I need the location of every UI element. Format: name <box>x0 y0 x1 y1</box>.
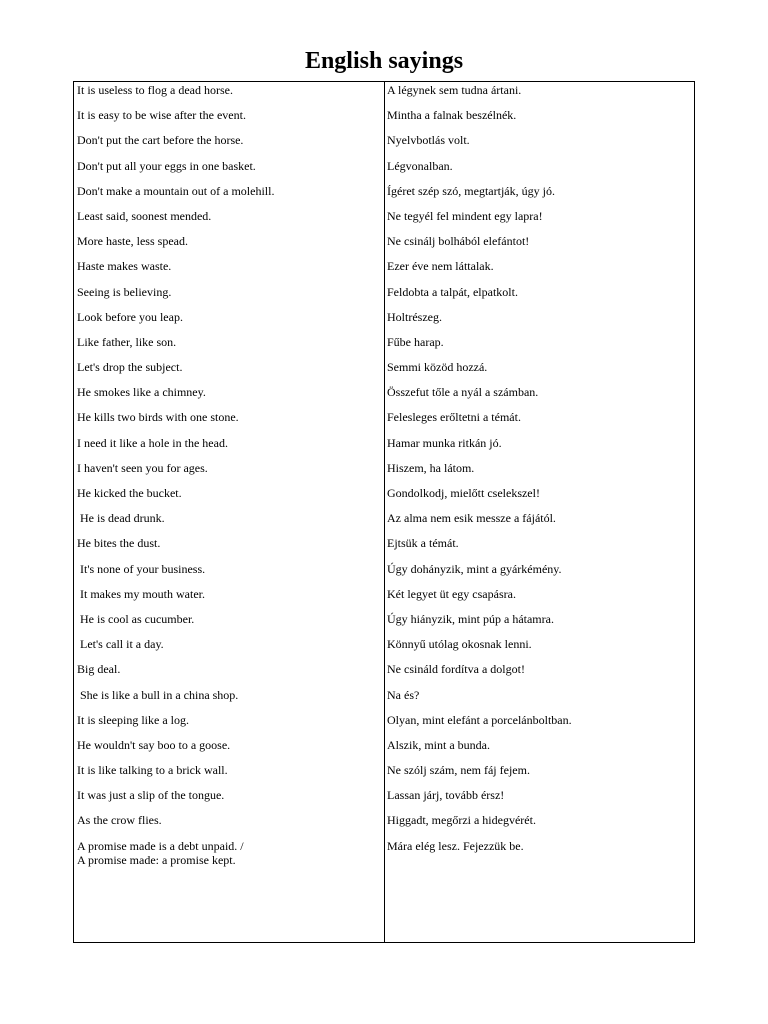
hungarian-saying: Mintha a falnak beszélnék. <box>387 108 517 123</box>
hungarian-saying: Könnyű utólag okosnak lenni. <box>387 637 532 652</box>
english-saying: It was just a slip of the tongue. <box>77 788 225 803</box>
hungarian-saying: Hiszem, ha látom. <box>387 460 475 475</box>
english-saying: Look before you leap. <box>77 309 183 324</box>
english-saying: He kills two birds with one stone. <box>77 410 239 425</box>
hungarian-saying: Ne tegyél fel mindent egy lapra! <box>387 208 543 223</box>
hungarian-saying: Olyan, mint elefánt a porcelánboltban. <box>387 712 572 727</box>
english-saying: It's none of your business. <box>77 561 206 576</box>
hungarian-saying: Holtrészeg. <box>387 309 442 324</box>
hungarian-saying: Ne csinálj bolhából elefántot! <box>387 234 530 249</box>
english-saying: Like father, like son. <box>77 334 177 349</box>
english-saying: Haste makes waste. <box>77 259 172 274</box>
english-saying: Seeing is believing. <box>77 284 172 299</box>
hungarian-saying: Ejtsük a témát. <box>387 536 459 551</box>
english-saying: He bites the dust. <box>77 536 161 551</box>
hungarian-saying: Mára elég lesz. Fejezzük be. <box>387 838 524 853</box>
english-saying: Don't make a mountain out of a molehill. <box>77 183 275 198</box>
english-saying: It makes my mouth water. <box>77 586 205 601</box>
hungarian-saying: Légvonalban. <box>387 158 453 173</box>
english-saying: It is sleeping like a log. <box>77 712 189 727</box>
english-saying: Don't put all your eggs in one basket. <box>77 158 256 173</box>
hungarian-saying: Alszik, mint a bunda. <box>387 737 490 752</box>
english-saying: It is useless to flog a dead horse. <box>77 83 233 97</box>
english-saying: As the crow flies. <box>77 813 162 828</box>
hungarian-saying: Higgadt, megőrzi a hidegvérét. <box>387 813 536 828</box>
hungarian-saying: Úgy dohányzik, mint a gyárkémény. <box>387 561 562 576</box>
hungarian-column <box>387 83 687 864</box>
hungarian-saying: Semmi közöd hozzá. <box>387 360 488 375</box>
english-saying: She is like a bull in a china shop. <box>77 687 239 702</box>
english-saying: He is cool as cucumber. <box>77 611 195 626</box>
hungarian-saying: Ne szólj szám, nem fáj fejem. <box>387 763 530 778</box>
hungarian-saying: Összefut tőle a nyál a számban. <box>387 385 539 400</box>
english-saying: He is dead drunk. <box>77 511 165 526</box>
hungarian-saying: Két legyet üt egy csapásra. <box>387 586 516 601</box>
hungarian-saying: Felesleges erőltetni a témát. <box>387 410 521 425</box>
english-saying: It is like talking to a brick wall. <box>77 763 228 778</box>
english-saying: Big deal. <box>77 662 121 677</box>
hungarian-saying: Az alma nem esik messze a fájától. <box>387 511 556 526</box>
hungarian-saying: Na és? <box>387 687 420 702</box>
hungarian-saying: Fűbe harap. <box>387 334 444 349</box>
english-saying: I need it like a hole in the head. <box>77 435 228 450</box>
sayings-table <box>73 81 695 943</box>
english-saying: Least said, soonest mended. <box>77 208 212 223</box>
english-saying: A promise made is a debt unpaid. / A promise made: a promise kept. <box>77 838 244 867</box>
english-saying: He wouldn't say boo to a goose. <box>77 737 231 752</box>
hungarian-saying: Nyelvbotlás volt. <box>387 133 470 148</box>
english-saying: I haven't seen you for ages. <box>77 460 208 475</box>
hungarian-saying: Ne csináld fordítva a dolgot! <box>387 662 525 677</box>
english-saying: Let's call it a day. <box>77 637 164 652</box>
english-saying: It is easy to be wise after the event. <box>77 108 246 123</box>
page-title: English sayings <box>304 48 464 74</box>
hungarian-saying: Lassan járj, tovább érsz! <box>387 788 505 803</box>
hungarian-saying: Gondolkodj, mielőtt cselekszel! <box>387 486 540 500</box>
hungarian-saying: Ígéret szép szó, megtartják, úgy jó. <box>387 183 555 198</box>
english-saying: He smokes like a chimney. <box>77 385 206 400</box>
hungarian-saying: A légynek sem tudna ártani. <box>387 83 522 97</box>
english-saying: He kicked the bucket. <box>77 486 182 500</box>
hungarian-saying: Feldobta a talpát, elpatkolt. <box>387 284 518 299</box>
hungarian-saying: Ezer éve nem láttalak. <box>387 259 494 274</box>
hungarian-saying: Úgy hiányzik, mint púp a hátamra. <box>387 611 554 626</box>
column-divider <box>384 82 385 942</box>
english-saying: More haste, less spead. <box>77 234 188 249</box>
hungarian-saying: Hamar munka ritkán jó. <box>387 435 502 450</box>
english-saying: Don't put the cart before the horse. <box>77 133 244 148</box>
english-saying: Let's drop the subject. <box>77 360 183 375</box>
english-column <box>77 83 377 867</box>
